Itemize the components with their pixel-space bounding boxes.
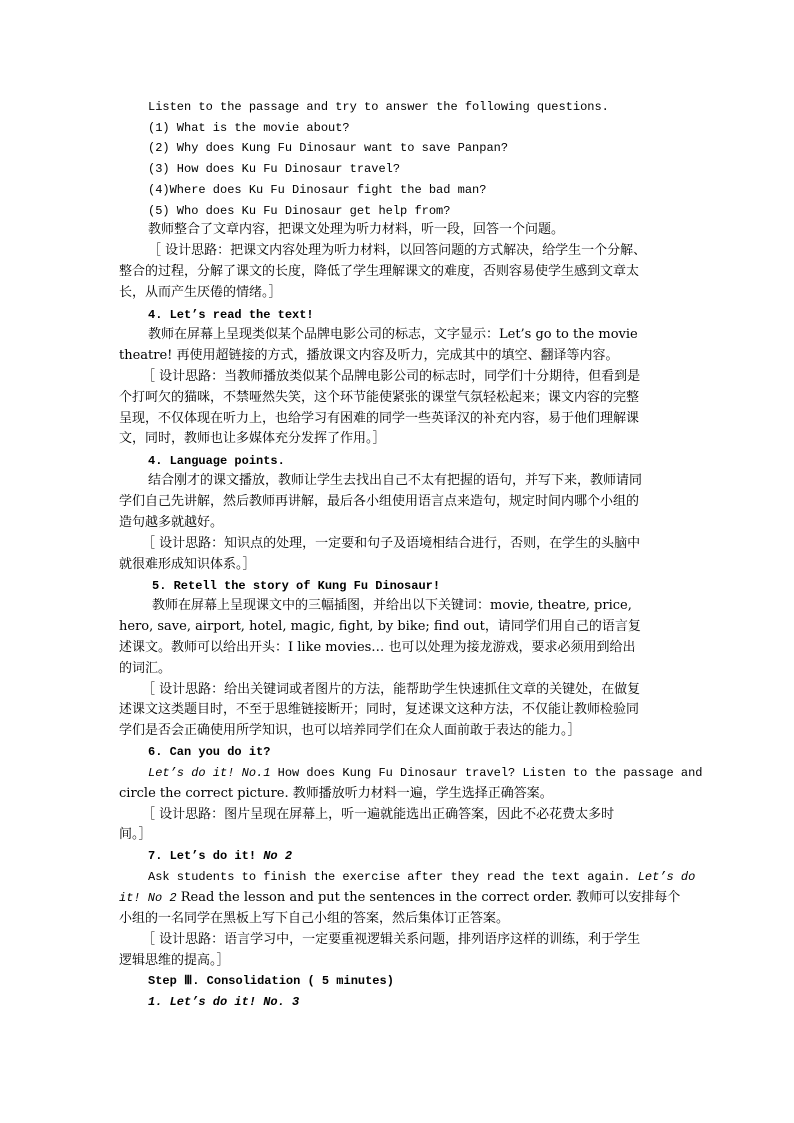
design-note-line: 述课文这类题目时，不至于思维链接断开；同时，复述课文这种方法，不仅能让教师检验同: [119, 702, 640, 717]
design-note-line: 学们是否会正确使用所学知识，也可以培养同学们在众人面前敢于表达的能力。］: [119, 723, 581, 738]
question-1: (1) What is the movie about?: [148, 121, 350, 135]
question-5: (5) Who does Ku Fu Dinosaur get help from?: [148, 204, 451, 218]
design-note-line: 间。］: [119, 827, 152, 842]
paragraph-line: 小组的一名同学在黑板上写下自己小组的答案，然后集体订正答案。: [119, 911, 510, 926]
exercise-label: Let’s do: [637, 870, 696, 884]
exercise-label: Let’s do it! No.1: [148, 766, 271, 780]
design-note-line: 就很难形成知识体系。］: [119, 557, 256, 572]
design-note-line: ［ 设计思路：把课文内容处理为听力材料，以回答问题的方式解决，给学生一个分解、: [148, 243, 647, 258]
exercise-text: How does Kung Fu Dinosaur travel? Listen to the passage and: [270, 766, 703, 780]
section-heading: 5. Retell the story of Kung Fu Dinosaur!: [152, 579, 441, 593]
question-3: (3) How does Ku Fu Dinosaur travel?: [148, 162, 401, 176]
question-4: (4)Where does Ku Fu Dinosaur fight the bad man?: [148, 183, 487, 197]
design-note-line: 逻辑思维的提高。］: [119, 953, 230, 968]
design-note-line: ［ 设计思路：图片呈现在屏幕上，听一遍就能选出正确答案，因此不必花费太多时: [142, 807, 615, 822]
design-note-line: ［ 设计思路：给出关键词或者图片的方法，能帮助学生快速抓住文章的关键处，在做复: [142, 682, 641, 697]
paragraph-line: hero, save, airport, hotel, magic, fight, by bike; find out，请同学们用自己的语言复: [119, 619, 641, 634]
section-heading: 4. Language points.: [148, 454, 285, 468]
paragraph-line: 学们自己先讲解，然后教师再讲解，最后各小组使用语言点来造句，规定时间内哪个小组的: [119, 494, 640, 509]
design-note-line: 长，从而产生厌倦的情绪。］: [119, 285, 282, 300]
section-heading: 6. Can you do it?: [148, 745, 271, 759]
design-note-line: ［ 设计思路：当教师播放类似某个品牌电影公司的标志时，同学们十分期待，但看到是: [142, 369, 641, 384]
exercise-label: it! No 2: [119, 891, 177, 905]
paragraph-line: [148, 867, 708, 887]
paragraph-line: [119, 888, 679, 908]
paragraph-line: circle the correct picture. 教师播放听力材料一遍，学生选择正确答案。: [119, 786, 553, 801]
paragraph-line: 造句越多就越好。: [119, 515, 224, 530]
line-text: Read the lesson and put the sentences in the correct order. 教师可以安排每个: [176, 890, 681, 905]
section-heading: 1. Let’s do it! No. 3: [148, 995, 300, 1009]
paragraph-line: 结合刚才的课文播放，教师让学生去找出自己不太有把握的语句，并写下来，教师请同: [148, 473, 643, 488]
paragraph-line: 的词汇。: [119, 661, 172, 676]
paragraph-line: [148, 763, 708, 783]
section-heading: 4. Let’s read the text!: [148, 308, 314, 322]
paragraph-line: theatre! 再使用超链接的方式，播放课文内容及听力，完成其中的填空、翻译等内容。: [119, 348, 619, 363]
paragraph-line: 教师在屏幕上呈现类似某个品牌电影公司的标志，文字显示：Let’s go to the movie: [148, 327, 638, 342]
design-note-line: 文，同时，教师也让多媒体充分发挥了作用。］: [119, 431, 386, 446]
design-note-line: 整合的过程，分解了课文的长度，降低了学生理解课文的难度，否则容易使学生感到文章太: [119, 264, 640, 279]
question-2: (2) Why does Kung Fu Dinosaur want to save Panpan?: [148, 141, 509, 155]
paragraph-line: 述课文。教师可以给出开头：I like movies… 也可以处理为接龙游戏，要求必须用到给出: [119, 640, 636, 655]
design-note-line: ［ 设计思路：语言学习中，一定要重视逻辑关系问题，排列语序这样的训练，利于学生: [142, 932, 641, 947]
design-note-line: 呈现，不仅体现在听力上，也给学习有困难的同学一些英译汉的补充内容，易于他们理解课: [119, 411, 640, 426]
design-note-line: ［ 设计思路：知识点的处理，一定要和句子及语境相结合进行，否则，在学生的头脑中: [142, 536, 641, 551]
line-text: Ask students to finish the exercise after they read the text again.: [148, 870, 638, 884]
step-heading: Step Ⅲ. Consolidation ( 5 minutes): [148, 974, 394, 988]
heading-number: No 2: [256, 849, 293, 863]
paragraph-line: 教师在屏幕上呈现课文中的三幅插图，并给出以下关键词：movie, theatre, price,: [152, 598, 632, 613]
section-heading: [148, 846, 708, 866]
instruction-line: Listen to the passage and try to answer the following questions.: [148, 100, 609, 114]
paragraph-line: 教师整合了文章内容，把课文处理为听力材料，听一段，回答一个问题。: [148, 222, 565, 237]
heading-text: 7. Let’s do it!: [148, 849, 257, 863]
design-note-line: 个打呵欠的猫咪，不禁哑然失笑，这个环节能使紧张的课堂气氛轻松起来；课文内容的完整: [119, 390, 640, 405]
